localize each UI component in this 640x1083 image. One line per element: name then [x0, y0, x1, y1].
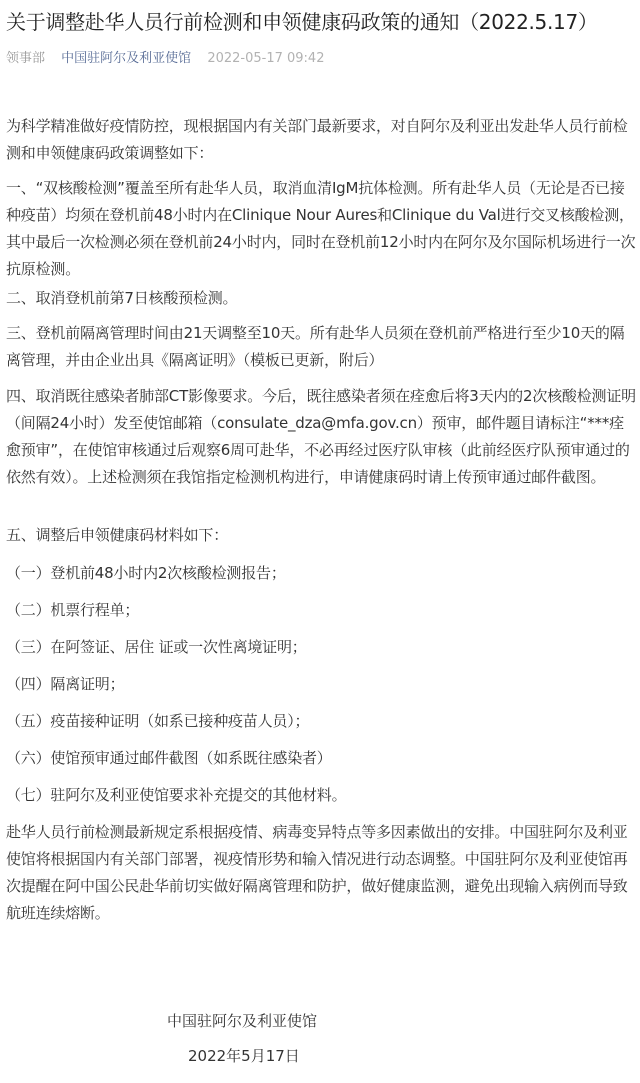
material-item: （六）使馆预审通过邮件截图（如系既往感染者）: [6, 749, 332, 767]
item-2-paragraph: 二、取消登机前第7日核酸预检测。: [6, 289, 238, 307]
publish-time: 2022-05-17 09:42: [207, 51, 325, 66]
material-item: （三）在阿签证、居住 证或一次性离境证明；: [6, 638, 307, 656]
item-1-paragraph: 一、“双核酸检测”覆盖至所有赴华人员，取消血清IgM抗体检测。所有赴华人员（无论是否已接种疫苗）均须在登机前48小时内在Clinique Nour Aures和Clinique du Val进行交叉核酸检测，其中最后一次检测必须在登机前24小时内，同时在登机前12小时内在阿尔及尔国际机场进行一次抗原检测。: [6, 179, 636, 278]
page-title: 关于调整赴华人员行前检测和申领健康码政策的通知（2022.5.17）: [6, 10, 598, 34]
item-3-paragraph: 三、登机前隔离管理时间由21天调整至10天。所有赴华人员须在登机前严格进行至少10天的隔离管理，并由企业出具《隔离证明》（模板已更新，附后）: [6, 324, 625, 369]
signature-org: 中国驻阿尔及利亚使馆: [167, 1012, 318, 1030]
signature-date: 2022年5月17日: [188, 1047, 300, 1065]
material-item: （七）驻阿尔及利亚使馆要求补充提交的其他材料。: [6, 786, 347, 804]
item-4-paragraph: 四、取消既往感染者肺部CT影像要求。今后，既往感染者须在痊愈后将3天内的2次核酸检测证明（间隔24小时）发至使馆邮箱（consulate_dza@mfa.gov.cn）预审，邮件题目请标注“***痊愈预审”，在使馆审核通过后观察6周可赴华，不必再经过医疗队审核（此前经医疗队预审通过的依然有效）。上述检测须在我馆指定检测机构进行，申请健康码时请上传预审通过邮件截图。: [6, 387, 636, 486]
item-5-paragraph: 五、调整后申领健康码材料如下：: [6, 526, 229, 544]
intro-paragraph: 为科学精准做好疫情防控，现根据国内有关部门最新要求，对自阿尔及利亚出发赴华人员行前检测和申领健康码政策调整如下：: [6, 117, 628, 162]
closing-paragraph: 赴华人员行前检测最新规定系根据疫情、病毒变异特点等多因素做出的安排。中国驻阿尔及利亚使馆将根据国内有关部门部署，视疫情形势和输入情况进行动态调整。中国驻阿尔及利亚使馆再次提醒在阿中国公民赴华前切实做好隔离管理和防护，做好健康监测，避免出现输入病例而导致航班连续熔断。: [6, 823, 628, 922]
material-item: （五）疫苗接种证明（如系已接种疫苗人员）；: [6, 712, 310, 730]
account-name-link[interactable]: 中国驻阿尔及利亚使馆: [61, 51, 192, 66]
material-item: （四）隔离证明；: [6, 675, 125, 693]
material-item: （一）登机前48小时内2次核酸检测报告；: [6, 564, 286, 582]
material-item: （二）机票行程单；: [6, 601, 140, 619]
author-name: 领事部: [6, 51, 46, 66]
article-meta: [6, 49, 336, 69]
